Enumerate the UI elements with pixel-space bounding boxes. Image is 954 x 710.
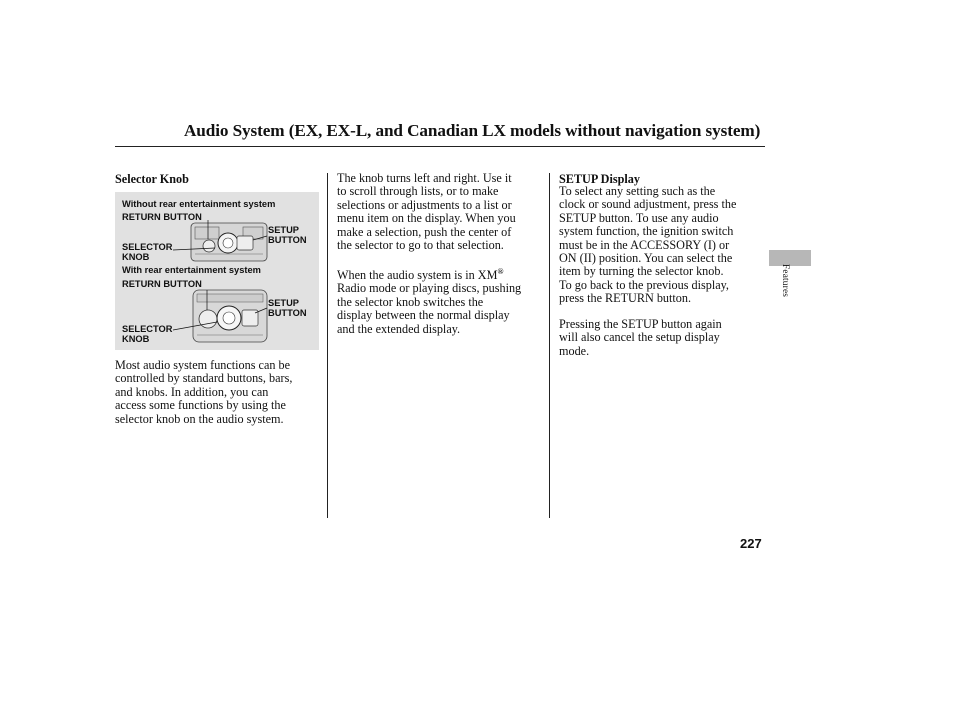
setup-display-heading: SETUP Display	[559, 172, 640, 186]
setup-cancel-paragraph: Pressing the SETUP button again will also cancel the setup display mode.	[559, 317, 722, 358]
audio-unit-figure	[115, 192, 319, 350]
intro-paragraph: Most audio system functions can be controlled by standard buttons, bars, and knobs. In addition, you can access some functions by using the selector knob on the audio system.	[115, 358, 293, 426]
audio-unit-top	[173, 220, 267, 261]
figure-caption-top: Without rear entertainment system	[122, 199, 276, 209]
section-tab-label: Features	[780, 264, 790, 298]
xm-radio-paragraph	[337, 265, 521, 336]
setup-button-label-top: SETUP BUTTON	[268, 225, 307, 246]
setup-button-label-bottom: SETUP BUTTON	[268, 298, 307, 319]
return-button-label-bottom: RETURN BUTTON	[122, 279, 202, 289]
audio-unit-bottom	[173, 290, 267, 342]
figure-caption-bottom: With rear entertainment system	[122, 265, 261, 275]
selector-knob-label-bottom: SELECTOR KNOB	[122, 324, 173, 345]
xm-radio-text-start: When the audio system is in XM	[337, 268, 498, 282]
registered-mark: ®	[497, 267, 504, 276]
page-number: 227	[740, 536, 762, 551]
setup-instructions-paragraph: To select any setting such as the clock or sound adjustment, press the SETUP button. To use any audio system function, the ignition switch must be in the ACCESSORY (I) or ON (II) position. You can select the item by turning the selector knob. To go back to the previous display, press the RETURN button.	[559, 184, 737, 306]
title-rule	[115, 146, 765, 147]
selector-knob-label-top: SELECTOR KNOB	[122, 242, 173, 263]
return-button-label-top: RETURN BUTTON	[122, 212, 202, 222]
xm-radio-text-rest: Radio mode or playing discs, pushing the selector knob switches the display between the normal display and the extended display.	[337, 281, 522, 336]
selector-knob-heading: Selector Knob	[115, 172, 189, 186]
column-divider-2	[549, 173, 550, 518]
page-title: Audio System (EX, EX-L, and Canadian LX models without navigation system)	[184, 121, 761, 140]
column-divider-1	[327, 173, 328, 518]
knob-turn-paragraph: The knob turns left and right. Use it to scroll through lists, or to make selections or adjustments to a list or menu item on the display. When you make a selection, push the center of the selector to go to that selection.	[337, 171, 516, 253]
